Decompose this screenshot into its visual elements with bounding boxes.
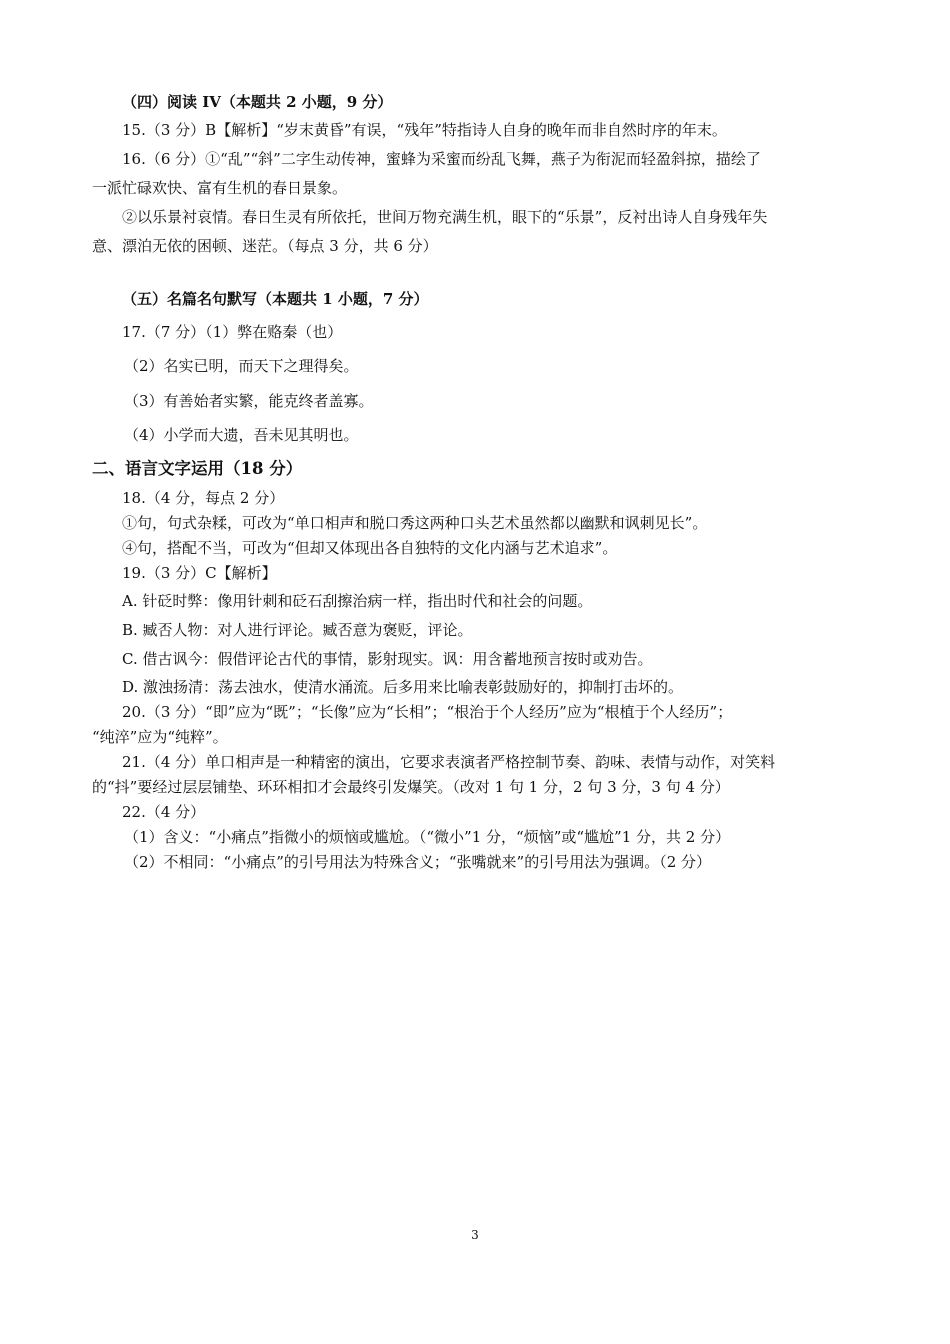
answer-17-4: （4）小学而大遗，吾未见其明也。 xyxy=(124,426,359,444)
answer-16-line-2: 一派忙碌欢快、富有生机的春日景象。 xyxy=(92,179,348,197)
section-4-heading: （四）阅读 IV（本题共 2 小题，9 分） xyxy=(122,93,393,111)
answer-20-line-1: 20.（3 分）“即”应为“既”；“长像”应为“长相”；“根治于个人经历”应为“根植于个人经历”； xyxy=(122,703,733,721)
page-number: 3 xyxy=(471,1228,479,1242)
answer-16-line-1: 16.（6 分）①“乱”“斜”二字生动传神，蜜蜂为采蜜而纷乱飞舞，燕子为衔泥而轻盈斜掠，描绘了 xyxy=(122,150,761,168)
answer-19-c: C. 借古讽今：假借评论古代的事情，影射现实。讽：用含蓄地预言按时或劝告。 xyxy=(122,650,653,668)
answer-21-line-2: 的“抖”要经过层层铺垫、环环相扣才会最终引发爆笑。（改对 1 句 1 分，2 句 3 分，3 句 4 分） xyxy=(92,778,730,796)
answer-22-2: （2）不相同：“小痛点”的引号用法为特殊含义；“张嘴就来”的引号用法为强调。（2 分） xyxy=(124,853,712,871)
answer-19-d: D. 激浊扬清：荡去浊水，使清水涌流。后多用来比喻表彰鼓励好的，抑制打击坏的。 xyxy=(122,678,684,696)
answer-17-2: （2）名实已明，而天下之理得矣。 xyxy=(124,357,359,375)
answer-17-3: （3）有善始者实繁，能克终者盖寡。 xyxy=(124,392,374,410)
answer-22: 22.（4 分） xyxy=(122,803,206,821)
answer-19: 19.（3 分）C【解析】 xyxy=(122,564,277,582)
answer-20-line-2: “纯淬”应为“纯粹”。 xyxy=(92,728,228,746)
answer-19-b: B. 臧否人物：对人进行评论。臧否意为褒贬，评论。 xyxy=(122,621,473,639)
part-2-heading: 二、语言文字运用（18 分） xyxy=(92,459,303,478)
answer-17-1: 17.（7 分）（1）弊在赂秦（也） xyxy=(122,323,343,341)
answer-16-line-4: 意、漂泊无依的困顿、迷茫。（每点 3 分，共 6 分） xyxy=(92,237,438,255)
answer-21-line-1: 21.（4 分）单口相声是一种精密的演出，它要求表演者严格控制节奏、韵味、表情与动作，对笑料 xyxy=(122,753,776,771)
section-5-heading: （五）名篇名句默写（本题共 1 小题，7 分） xyxy=(122,290,429,308)
answer-19-a: A. 针砭时弊：像用针刺和砭石刮擦治病一样，指出时代和社会的问题。 xyxy=(122,592,593,610)
answer-15: 15.（3 分）B【解析】“岁末黄昏”有误，“残年”特指诗人自身的晚年而非自然时序的年末。 xyxy=(122,121,727,139)
answer-22-1: （1）含义：“小痛点”指微小的烦恼或尴尬。（“微小”1 分，“烦恼”或“尴尬”1 分，共 2 分） xyxy=(124,828,731,846)
answer-18-a: ①句，句式杂糅，可改为“单口相声和脱口秀这两种口头艺术虽然都以幽默和讽刺见长”。 xyxy=(122,514,708,532)
answer-18-b: ④句，搭配不当，可改为“但却又体现出各自独特的文化内涵与艺术追求”。 xyxy=(122,539,618,557)
answer-18: 18.（4 分，每点 2 分） xyxy=(122,489,285,507)
answer-16-line-3: ②以乐景衬哀情。春日生灵有所依托，世间万物充满生机，眼下的“乐景”，反衬出诗人自身残年失 xyxy=(122,208,768,226)
